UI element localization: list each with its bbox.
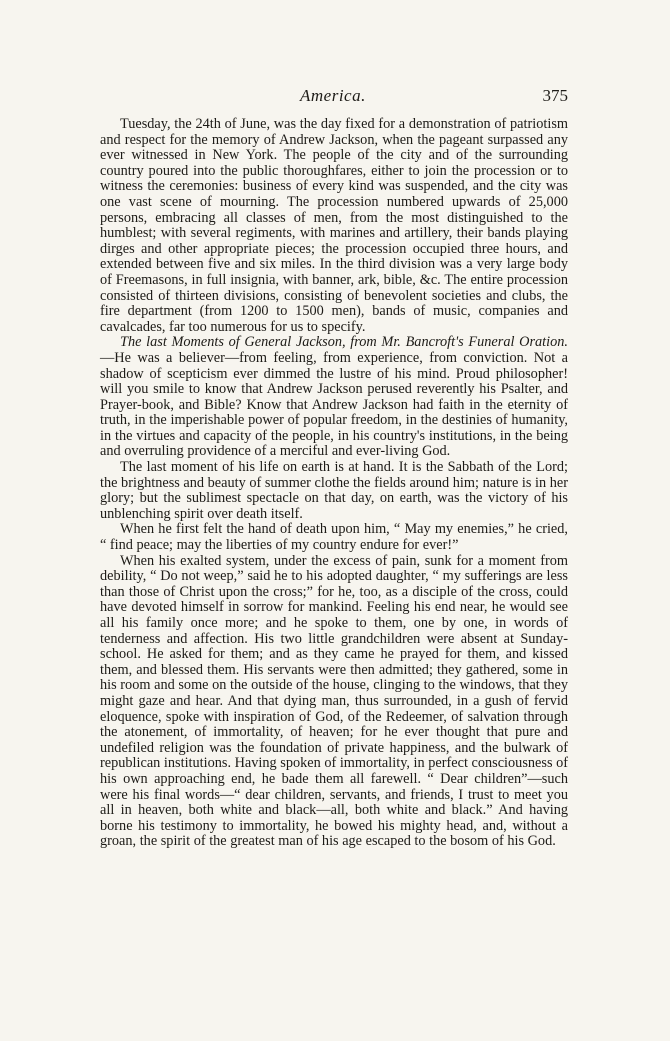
paragraph-procession: Tuesday, the 24th of June, was the day fixed for a demonstration of patriotism and respect for the memory of Andrew Jackson, when the pageant surpassed any ever witnessed in New York. The people of the city and of the surrounding country poured into the public thoroughfares, either to join the procession or to witness the ceremonies: business of every kind was suspended, and the city was one vast scene of mourning. The procession numbered upwards of 25,000 persons, embracing all classes of men, from the most distinguished to the humblest; with several regiments, with marines and artillery, their bands playing dirges and other appropriate pieces; the procession occupied three hours, and extended between five and six miles. In the third division was a very large body of Freemasons, in full insignia, with banner, ark, bible, &c. The entire procession consisted of thirteen divisions, consisting of benevolent societies and clubs, the fire department (from 1200 to 1500 men), bands of music, companies and cavalcades, far too numerous for us to specify. [100,116,568,335]
paragraph-final-words: When his exalted system, under the excess of pain, sunk for a moment from debility, “ Do not weep,” said he to his adopted daughter, “ my sufferings are less than those of Christ upon the cross;” for he, too, as a disciple of the cross, could have devoted himself in sorrow for mankind. Feeling his end near, he would see all his family once more; and he spoke to them, one by one, in words of tenderness and affection. His two little grandchildren were absent at Sunday-school. He asked for them; and as they came he prayed for them, and kissed them, and blessed them. His servants were then admitted; they gathered, some in his room and some on the outside of the house, clinging to the windows, that they might gaze and hear. And that dying man, thus surrounded, in a gush of fervid eloquence, spoke with inspiration of God, of the Redeemer, of salvation through the atonement, of immortality, of heaven; for he ever thought that pure and undefiled religion was the foundation of private happiness, and the bulwark of republican institutions. Having spoken of immortality, in perfect consciousness of his own approaching end, he bade them all farewell. “ Dear children”—such were his final words—“ dear children, servants, and friends, I trust to meet you all in heaven, both white and black—all, both white and black.” And having borne his testimony to immortality, he bowed his mighty head, and, without a groan, the spirit of the greatest man of his age escaped to the bosom of his God. [100,552,568,850]
paragraph-enemies: When he first felt the hand of death upon him, “ May my enemies,” he cried, “ find peace; may the liberties of my country endure for ever!” [100,521,568,554]
paragraph-oration-text: —He was a believer—from feeling, from experience, from conviction. Not a shadow of scepticism ever dimmed the lustre of his mind. Proud philosopher! will you smile to know that Andrew Jackson perused reverently his Psalter, and Prayer-book, and Bible? Know that Andrew Jackson had faith in the eternity of truth, in the imperishable power of popular freedom, in the destinies of humanity, in the virtues and capacity of the people, in his country's institutions, in the being and overruling providence of a merciful and ever-living God. [100,349,568,460]
running-title: America. [300,86,366,105]
page-number: 375 [542,86,568,105]
section-heading: The last Moments of General Jackson, from Mr. Bancroft's Funeral Oration. [120,334,568,351]
paragraph-last-moment: The last moment of his life on earth is at hand. It is the Sabbath of the Lord; the brightness and beauty of summer clothe the fields around him; nature is in her glory; but the sublimest spectacle on that day, on earth, was the victory of his unblenching spirit over death itself. [100,459,568,522]
paragraph-oration [100,335,568,460]
page-header [100,86,568,106]
page-body [100,117,568,850]
